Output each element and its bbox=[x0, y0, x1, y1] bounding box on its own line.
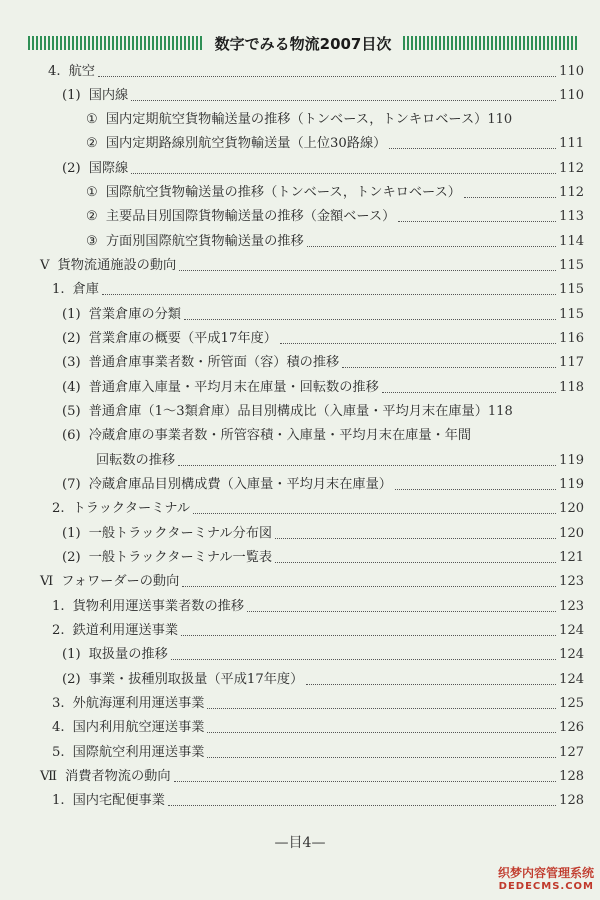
toc-entry[interactable] bbox=[86, 228, 584, 252]
toc-entry[interactable] bbox=[40, 252, 584, 276]
toc-dot-leader bbox=[464, 197, 556, 198]
toc-entry-title: トラックターミナル bbox=[72, 501, 191, 516]
toc-entry-title: 冷蔵倉庫品目別構成費（入庫量・平均月末在庫量） bbox=[88, 477, 392, 492]
toc-entry-page: 115 bbox=[559, 282, 584, 297]
toc-dot-leader bbox=[131, 100, 556, 101]
toc-entry[interactable] bbox=[96, 447, 584, 471]
toc-entry-page: 123 bbox=[559, 599, 584, 614]
toc-entry-number: ② bbox=[86, 209, 98, 224]
toc-dot-leader bbox=[131, 173, 556, 174]
toc-entry[interactable] bbox=[52, 787, 584, 811]
toc-entry[interactable] bbox=[62, 471, 584, 495]
toc-entry-number: Ⅴ bbox=[40, 258, 50, 273]
toc-dot-leader bbox=[102, 294, 556, 295]
toc-entry-page: 110 bbox=[487, 112, 513, 127]
toc-entry[interactable] bbox=[62, 301, 584, 325]
toc-entry-page: 115 bbox=[559, 307, 584, 322]
toc-dot-leader bbox=[275, 562, 556, 563]
toc-entry-page: 128 bbox=[559, 769, 584, 784]
toc-entry-page: 125 bbox=[559, 696, 584, 711]
toc-dot-leader bbox=[174, 781, 557, 782]
toc-entry-title: 消費者物流の動向 bbox=[65, 769, 171, 784]
toc-entry[interactable] bbox=[52, 495, 584, 519]
toc-entry-title: 冷蔵倉庫の事業者数・所管容積・入庫量・平均月末在庫量・年間 bbox=[88, 428, 472, 443]
toc-dot-leader bbox=[178, 465, 556, 466]
toc-entry-number: ① bbox=[86, 185, 98, 200]
toc-dot-leader bbox=[307, 246, 557, 247]
toc-entry[interactable] bbox=[62, 398, 584, 422]
toc-entry-number: (5) bbox=[62, 404, 81, 419]
toc-entry[interactable] bbox=[62, 666, 584, 690]
toc-entry-number: 5. bbox=[52, 745, 65, 760]
toc-entry[interactable] bbox=[86, 130, 584, 154]
toc-dot-leader bbox=[179, 270, 556, 271]
header-stripe-left bbox=[28, 36, 203, 50]
toc-dot-leader bbox=[182, 586, 556, 587]
toc-entry-number: 4. bbox=[48, 64, 61, 79]
toc-dot-leader bbox=[184, 319, 556, 320]
toc-entry-page: 112 bbox=[559, 161, 584, 176]
toc-entry-title: 国際航空貨物輸送量の推移（トンベース，トンキロベース） bbox=[105, 185, 461, 200]
toc-entry-title: 航空 bbox=[68, 64, 95, 79]
toc-entry-title: 営業倉庫の概要（平成17年度） bbox=[88, 331, 277, 346]
toc-entry[interactable] bbox=[40, 568, 584, 592]
toc-entry-number: Ⅵ bbox=[40, 574, 54, 589]
toc-entry-page: 117 bbox=[559, 355, 584, 370]
toc-dot-leader bbox=[207, 732, 556, 733]
toc-entry-page: 119 bbox=[559, 453, 584, 468]
toc-entry[interactable] bbox=[62, 374, 584, 398]
toc-entry-page: 126 bbox=[559, 720, 584, 735]
toc-entry[interactable] bbox=[62, 422, 584, 446]
toc-entry-number: (4) bbox=[62, 380, 81, 395]
header-bar bbox=[28, 26, 578, 60]
toc-entry-title: 国内宅配便事業 bbox=[72, 793, 165, 808]
toc-entry-number: 1. bbox=[52, 793, 65, 808]
toc-entry-number: ③ bbox=[86, 234, 98, 249]
toc-entry-page: 118 bbox=[487, 404, 513, 419]
toc-entry-title: 国際航空利用運送事業 bbox=[72, 745, 205, 760]
toc-entry[interactable] bbox=[48, 58, 584, 82]
toc-entry-page: 115 bbox=[559, 258, 584, 273]
toc-entry-number: ① bbox=[86, 112, 98, 127]
toc-entry-title: 倉庫 bbox=[72, 282, 99, 297]
toc-entry-title: 事業・拔種別取扱量（平成17年度） bbox=[88, 672, 304, 687]
toc-dot-leader bbox=[247, 611, 556, 612]
toc-entry[interactable] bbox=[52, 739, 584, 763]
toc-entry-page: 124 bbox=[559, 647, 584, 662]
toc-dot-leader bbox=[171, 659, 556, 660]
toc-entry-number: (2) bbox=[62, 550, 81, 565]
toc-entry[interactable] bbox=[62, 325, 584, 349]
toc-entry[interactable] bbox=[62, 82, 584, 106]
toc-entry-page: 124 bbox=[559, 623, 584, 638]
toc-entry[interactable] bbox=[86, 106, 584, 130]
toc-dot-leader bbox=[280, 343, 556, 344]
toc-dot-leader bbox=[98, 76, 556, 77]
toc-entry-page: 112 bbox=[559, 185, 584, 200]
watermark bbox=[498, 864, 594, 892]
toc-entry-title: 営業倉庫の分類 bbox=[88, 307, 181, 322]
toc-entry-number: (6) bbox=[62, 428, 81, 443]
toc-entry-number: Ⅶ bbox=[40, 769, 58, 784]
toc-entry-title: 普通倉庫入庫量・平均月末在庫量・回転数の推移 bbox=[88, 380, 379, 395]
toc-entry[interactable] bbox=[52, 714, 584, 738]
toc-entry-page: 110 bbox=[559, 64, 584, 79]
toc-entry-number: 2. bbox=[52, 623, 65, 638]
header-stripe-right bbox=[403, 36, 578, 50]
toc-entry-title: 取扱量の推移 bbox=[88, 647, 168, 662]
watermark-line1: 织梦内容管理系统 bbox=[497, 866, 594, 880]
toc-entry[interactable] bbox=[62, 520, 584, 544]
toc-dot-leader bbox=[342, 367, 556, 368]
toc-entry-page: 121 bbox=[559, 550, 584, 565]
toc-entry-page: 110 bbox=[559, 88, 584, 103]
toc-dot-leader bbox=[193, 513, 556, 514]
toc-entry-number: (1) bbox=[62, 526, 81, 541]
toc-entry-number: ② bbox=[86, 136, 98, 151]
toc-entry-title: 貨物利用運送事業者数の推移 bbox=[72, 599, 245, 614]
toc-entry-page: 116 bbox=[559, 331, 584, 346]
toc-entry-number: 2. bbox=[52, 501, 65, 516]
toc-entry-page: 124 bbox=[559, 672, 584, 687]
toc-dot-leader bbox=[168, 805, 556, 806]
toc-entry[interactable] bbox=[62, 641, 584, 665]
toc-entry[interactable] bbox=[86, 203, 584, 227]
toc-entry-title: 貨物流通施設の動向 bbox=[57, 258, 177, 273]
toc-entry-title: 回転数の推移 bbox=[96, 453, 176, 468]
toc-entry[interactable] bbox=[52, 690, 584, 714]
toc-entry-page: 119 bbox=[559, 477, 584, 492]
toc-entry-title: 外航海運利用運送事業 bbox=[72, 696, 205, 711]
toc-entry-title: 主要品目別国際貨物輸送量の推移（金額ベース） bbox=[105, 209, 396, 224]
toc-entry-page: 113 bbox=[559, 209, 584, 224]
toc-entry-page: 128 bbox=[559, 793, 584, 808]
toc-entry-number: (1) bbox=[62, 307, 81, 322]
toc-entry-number: (7) bbox=[62, 477, 81, 492]
toc-entry[interactable] bbox=[52, 593, 584, 617]
toc-entry-page: 120 bbox=[559, 501, 584, 516]
toc-entry-title: 一般トラックターミナル一覧表 bbox=[88, 550, 273, 565]
toc-entry-number: (1) bbox=[62, 647, 81, 662]
toc-dot-leader bbox=[395, 489, 556, 490]
toc-entry-title: 国内線 bbox=[88, 88, 129, 103]
toc-entry-number: 3. bbox=[52, 696, 65, 711]
toc-entry[interactable] bbox=[40, 763, 584, 787]
toc-entry-page: 111 bbox=[559, 136, 584, 151]
toc-entry[interactable] bbox=[62, 155, 584, 179]
toc-dot-leader bbox=[181, 635, 556, 636]
toc-entry-title: 国際線 bbox=[88, 161, 129, 176]
toc-dot-leader bbox=[382, 392, 556, 393]
page-number: —目4— bbox=[274, 835, 326, 851]
toc-entry-page: 120 bbox=[559, 526, 584, 541]
toc-entry[interactable] bbox=[62, 349, 584, 373]
toc-dot-leader bbox=[306, 684, 556, 685]
toc-entry-title: フォワーダーの動向 bbox=[61, 574, 180, 589]
toc-entry[interactable] bbox=[86, 179, 584, 203]
toc-entry-number: (2) bbox=[62, 672, 81, 687]
toc-entry-page: 114 bbox=[559, 234, 584, 249]
watermark-line2: DEDECMS.COM bbox=[498, 881, 594, 892]
toc-entry-number: (2) bbox=[62, 331, 81, 346]
toc-entry-page: 123 bbox=[559, 574, 584, 589]
toc-entry-number: 4. bbox=[52, 720, 65, 735]
toc-entry-title: 普通倉庫事業者数・所管面（容）積の推移 bbox=[88, 355, 340, 370]
toc-entry-title: 鉄道利用運送事業 bbox=[72, 623, 179, 638]
toc-entry-title: 方面別国際航空貨物輸送量の推移 bbox=[105, 234, 304, 249]
toc-entry-number: (1) bbox=[62, 88, 81, 103]
toc-entry-title: 国内利用航空運送事業 bbox=[72, 720, 205, 735]
toc-entry-title: 国内定期路線別航空貨物輸送量（上位30路線） bbox=[105, 136, 387, 151]
toc-entry-page: 118 bbox=[559, 380, 584, 395]
toc-dot-leader bbox=[389, 148, 556, 149]
toc-dot-leader bbox=[275, 538, 556, 539]
toc-entry[interactable] bbox=[52, 617, 584, 641]
toc-entry-number: (3) bbox=[62, 355, 81, 370]
toc-entry-title: 一般トラックターミナル分布図 bbox=[88, 526, 273, 541]
toc-entry-number: 1. bbox=[52, 599, 65, 614]
toc-entry-number: (2) bbox=[62, 161, 81, 176]
toc-dot-leader bbox=[207, 708, 556, 709]
toc-entry-title: 普通倉庫（1～3類倉庫）品目別構成比（入庫量・平均月末在庫量） bbox=[88, 404, 488, 419]
toc-entry-title: 国内定期航空貨物輸送量の推移（トンベース，トンキロベース） bbox=[105, 112, 488, 127]
toc-entry-number: 1. bbox=[52, 282, 65, 297]
page-title: 数字でみる物流2007目次 bbox=[214, 34, 392, 53]
toc-dot-leader bbox=[207, 757, 556, 758]
toc-entry[interactable] bbox=[52, 276, 584, 300]
toc-entry[interactable] bbox=[62, 544, 584, 568]
toc-entry-page: 127 bbox=[559, 745, 584, 760]
toc-dot-leader bbox=[398, 221, 556, 222]
